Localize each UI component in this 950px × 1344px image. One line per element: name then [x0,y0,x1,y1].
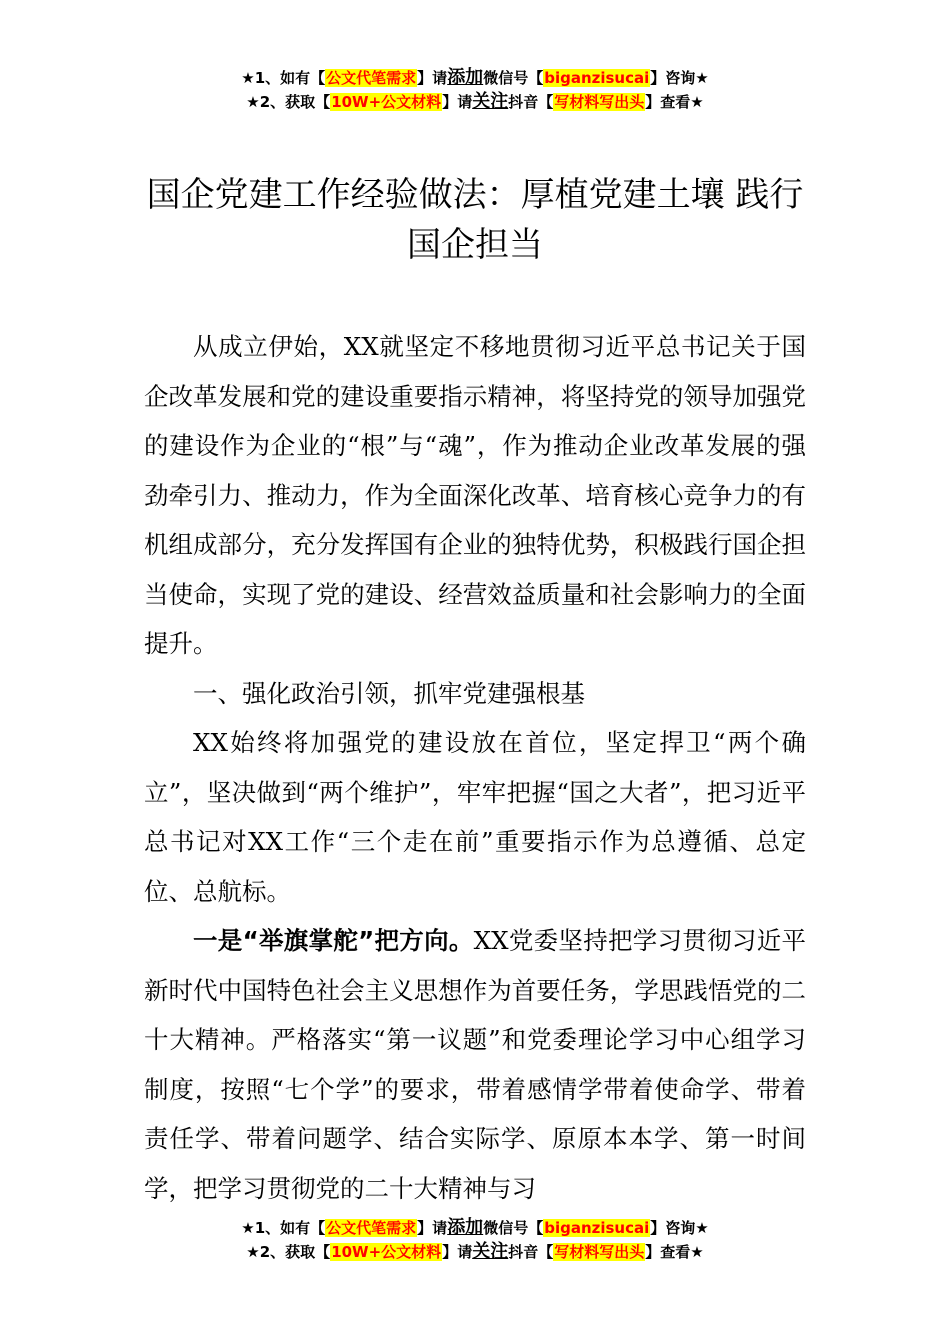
document-body [144,322,806,1213]
emphasis-text: 关注 [472,91,509,112]
banner-text: ★2、获取【 [246,93,331,111]
paragraph [144,718,806,916]
banner-text: 抖音【 [508,1243,554,1261]
emphasis-text: 添加 [447,1217,484,1238]
banner-text: 微信号【 [483,1219,544,1237]
emphasis-text: 添加 [447,67,484,88]
banner-line-1 [0,66,950,90]
highlight-text: 10W+公文材料 [331,93,442,111]
banner-line-2 [0,90,950,114]
banner-text: 】请 [417,1219,448,1237]
highlight-text: biganzisucai [544,1219,650,1237]
banner-text: 】请 [417,69,448,87]
banner-text: ★1、如有【 [241,1219,326,1237]
highlight-text: 写材料写出头 [554,93,645,111]
banner-text: 】请 [442,93,473,111]
highlight-text: biganzisucai [544,69,650,87]
paragraph-text: XX始终将加强党的建设放在首位，坚定捍卫“两个确立”，坚决做到“两个维护”，牢牢把握“国之大者”，把习近平总书记对XX工作“三个走在前”重要指示作为总遵循、总定位、总航标。 [144,728,806,906]
top-banner [0,66,950,114]
highlight-text: 写材料写出头 [554,1243,645,1261]
section-heading [144,669,806,719]
paragraph-text: 从成立伊始，XX就坚定不移地贯彻习近平总书记关于国企改革发展和党的建设重要指示精神，将坚持党的领导加强党的建设作为企业的“根”与“魂”，作为推动企业改革发展的强劲牵引力、推动力，作为全面深化改革、培育核心竞争力的有机组成部分，充分发挥国有企业的独特优势，积极践行国企担当使命，实现了党的建设、经营效益质量和社会影响力的全面提升。 [144,332,806,658]
banner-text: 】咨询★ [650,69,709,87]
emphasis-text: 关注 [472,1241,509,1262]
highlight-text: 10W+公文材料 [331,1243,442,1261]
paragraph-text: XX党委坚持把学习贯彻习近平新时代中国特色社会主义思想作为首要任务，学思践悟党的二十大精神。严格落实“第一议题”和党委理论学习中心组学习制度，按照“七个学”的要求，带着感情学带着使命学、带着责任学、带着问题学、结合实际学、原原本本学、第一时间学，把学习贯彻党的二十大精神与习 [144,926,806,1203]
paragraph [144,916,806,1213]
banner-text: 抖音【 [508,93,554,111]
banner-text: 】查看★ [645,1243,704,1261]
banner-line-1 [0,1216,950,1240]
banner-line-2 [0,1240,950,1264]
banner-text: ★2、获取【 [246,1243,331,1261]
highlight-text: 公文代笔需求 [326,1219,417,1237]
highlight-text: 公文代笔需求 [326,69,417,87]
heading-text: 一、强化政治引领，抓牢党建强根基 [193,678,585,708]
bold-lead: 一是“举旗掌舵”把方向。 [193,926,474,955]
document-title: 国企党建工作经验做法：厚植党建土壤 践行国企担当 [146,175,804,265]
banner-text: 】查看★ [645,93,704,111]
paragraph [144,322,806,669]
banner-text: 微信号【 [483,69,544,87]
banner-text: ★1、如有【 [241,69,326,87]
banner-text: 】咨询★ [650,1219,709,1237]
banner-text: 】请 [442,1243,473,1261]
bottom-banner [0,1216,950,1264]
